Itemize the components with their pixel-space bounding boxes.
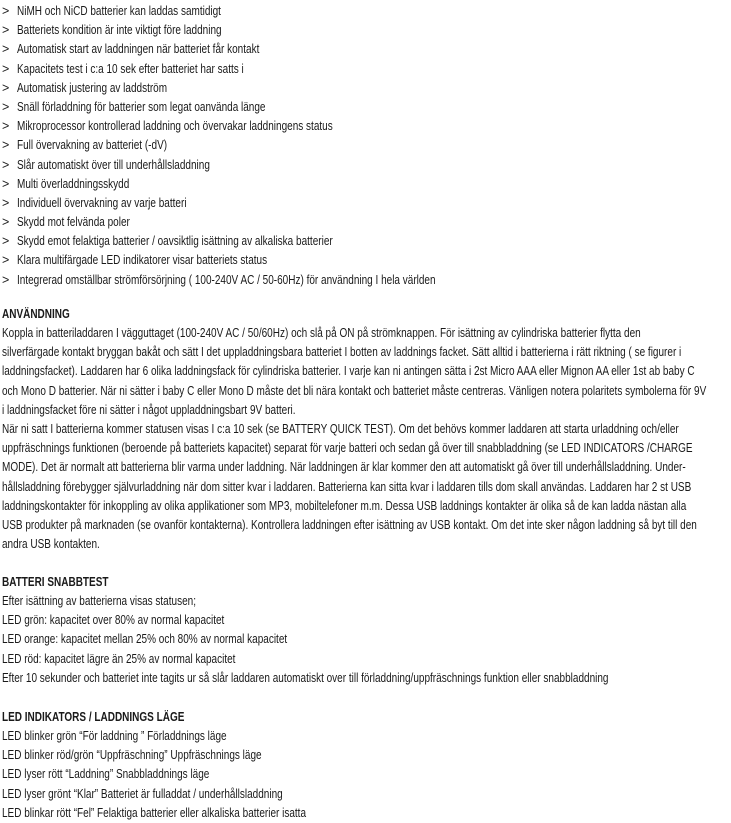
line-text: LED lyser grönt “Klar” Batteriet är fulladdat / underhållsladdning [2,786,283,801]
section-heading [2,708,382,727]
feature-text: Full övervakning av batteriet (-dV) [17,138,168,153]
section-heading [2,573,731,592]
bullet-marker: > [2,23,10,38]
feature-text: Klara multifärgade LED indikatorer visar batteriets status [17,253,268,268]
feature-text: Multi överladdningsskydd [17,176,130,191]
bullet-marker: > [2,80,10,95]
line-text: LED röd: kapacitet lägre än 25% av normal kapacitet [2,651,236,666]
paragraph-line [2,439,731,458]
list-item [2,232,540,251]
paragraph-line [2,804,382,823]
feature-text: Automatisk justering av laddström [17,80,168,95]
feature-text: Skydd mot felvända poler [17,215,130,230]
list-item [2,194,540,213]
feature-text: Slår automatiskt över till underhållsladdning [17,157,210,172]
paragraph-line [2,458,731,477]
line-text: Efter isättning av batterierna visas statusen; [2,594,196,608]
list-item [2,117,540,136]
paragraph-line [2,535,731,554]
heading-text: LED INDIKATORS / LADDNINGS LÄGE [2,710,185,724]
list-item [2,175,540,194]
indicators-section [2,708,382,823]
paragraph-line [2,650,731,669]
paragraph-line [2,401,731,420]
bullet-marker: > [2,195,10,210]
quicktest-section [2,573,731,688]
feature-text: Skydd emot felaktiga batterier / oavsiktlig isättning av alkaliska batterier [17,234,333,249]
line-text: LED blinkar rött “Fel” Felaktiga batterier eller alkaliska batterier isatta [2,805,307,820]
paragraph-line [2,669,731,688]
bullet-marker: > [2,4,10,18]
feature-list [2,2,540,290]
feature-text: Snäll förladdning för batterier som legat oanvända länge [17,99,266,114]
paragraph-line [2,324,731,343]
paragraph-line [2,785,382,804]
list-item [2,251,540,270]
line-text: och Mono D batterier. När ni sätter i baby C eller Mono D måste det bli nära kontakt och batteriet måste centreras. Vänligen notera polaritets symbolerna för 9V [2,383,707,398]
line-text: LED orange: kapacitet mellan 25% och 80% av normal kapacitet [2,632,288,647]
paragraph-line [2,765,382,784]
paragraph-line [2,727,382,746]
line-text: Efter 10 sekunder och batteriet inte tagits ur så slår laddaren automatiskt over till förladdning/uppfräschnings funktion eller snabbladdning [2,670,609,685]
line-text: i laddningsfacket före ni sätter i något uppladdningsbart 9V batteri. [2,402,296,417]
bullet-marker: > [2,253,10,268]
bullet-marker: > [2,61,10,76]
line-text: USB produkter på marknaden (se ovanför kontakterna). Kontrollera laddningen efter isättning av USB kontakt. Om det inte sker någon laddning så byt till den [2,517,697,532]
list-item [2,213,540,232]
paragraph-line [2,343,731,362]
heading-text: ANVÄNDNING [2,307,70,321]
usage-section [2,305,731,554]
list-item [2,98,540,117]
line-text: Koppla in batteriladdaren I vägguttaget (100-240V AC / 50/60Hz) och slå på ON på strömknappen. För isättning av cylindriska batterier flytta den [2,326,641,340]
paragraph-line [2,592,731,611]
list-item [2,40,540,59]
line-text: LED blinker grön “För laddning ” Förladdnings läge [2,729,227,743]
line-text: laddningskontakter för inkoppling av olika applikationer som MP3, mobiltelefoner m.m. Dessa USB laddnings kontakter är olika så de kan ladda nästan alla [2,498,687,513]
feature-text: Individuell övervakning av varje batteri [17,195,187,210]
bullet-marker: > [2,99,10,114]
heading-text: BATTERI SNABBTEST [2,575,109,589]
paragraph-line [2,497,731,516]
bullet-marker: > [2,176,10,191]
feature-text: Integrerad omställbar strömförsörjning ( 100-240V AC / 50-60Hz) för användning I hela världen [17,272,436,287]
feature-text: Mikroprocessor kontrollerad laddning och övervakar laddningens status [17,119,333,134]
bullet-marker: > [2,157,10,172]
bullet-marker: > [2,272,10,287]
line-text: andra USB kontakten. [2,537,100,552]
list-item [2,60,540,79]
bullet-marker: > [2,42,10,57]
list-item [2,79,540,98]
line-text: LED blinker röd/grön “Uppfräschning” Uppfräschnings läge [2,748,262,763]
line-text: MODE). Det är normalt att batterierna blir varma under laddning. När laddningen är klar kommer den att automatiskt gå över till underhållsladdning. Under- [2,460,686,475]
feature-text: Batteriets kondition är inte viktigt före laddning [17,23,222,38]
list-item [2,136,540,155]
feature-text: NiMH och NiCD batterier kan laddas samtidigt [17,4,221,18]
list-item [2,2,540,21]
line-text: När ni satt I batterierna kommer statusen visas I c:a 10 sek (se BATTERY QUICK TEST). Om det behövs kommer laddaren att starta urladdning och/eller [2,421,679,436]
paragraph-line [2,516,731,535]
paragraph-line [2,746,382,765]
line-text: LED grön: kapacitet over 80% av normal kapacitet [2,613,225,628]
paragraph-line [2,630,731,649]
paragraph-line [2,478,731,497]
bullet-marker: > [2,234,10,249]
line-text: silverfärgade kontakt bryggan bakåt och sätt I det uppladdningsbara batteriet I botten av laddnings facket. Sätt alltid i batterierna i rätt riktning ( se figurer i [2,345,682,360]
bullet-marker: > [2,215,10,230]
feature-text: Automatisk start av laddningen när batteriet får kontakt [17,42,260,57]
line-text: LED lyser rött “Laddning” Snabbladdnings läge [2,767,210,782]
paragraph-line [2,611,731,630]
line-text: hållsladdning förebygger självurladdning när dom sitter kvar i laddaren. Batterierna kan sitta kvar i laddaren tills dom skall användas. Laddaren har 2 st USB [2,479,692,494]
feature-text: Kapacitets test i c:a 10 sek efter batteriet har satts i [17,61,244,76]
line-text: uppfräschnings funktionen (beroende på batteriets kapacitet) separat för varje batteri och sedan gå över till snabbladdning (se LED INDICATORS /CHARGE [2,441,693,456]
section-heading [2,305,731,324]
paragraph-line [2,420,731,439]
list-item [2,21,540,40]
paragraph-line [2,362,731,381]
bullet-marker: > [2,119,10,134]
list-item [2,271,540,290]
paragraph-line [2,382,731,401]
bullet-marker: > [2,138,10,153]
list-item [2,156,540,175]
line-text: laddningsfacket). Laddaren har 6 olika laddningsfack för cylindriska batterier. I varje kan ni antingen sätta i 2st Micro AAA eller Mignon AA eller 1st ab baby C [2,364,695,379]
